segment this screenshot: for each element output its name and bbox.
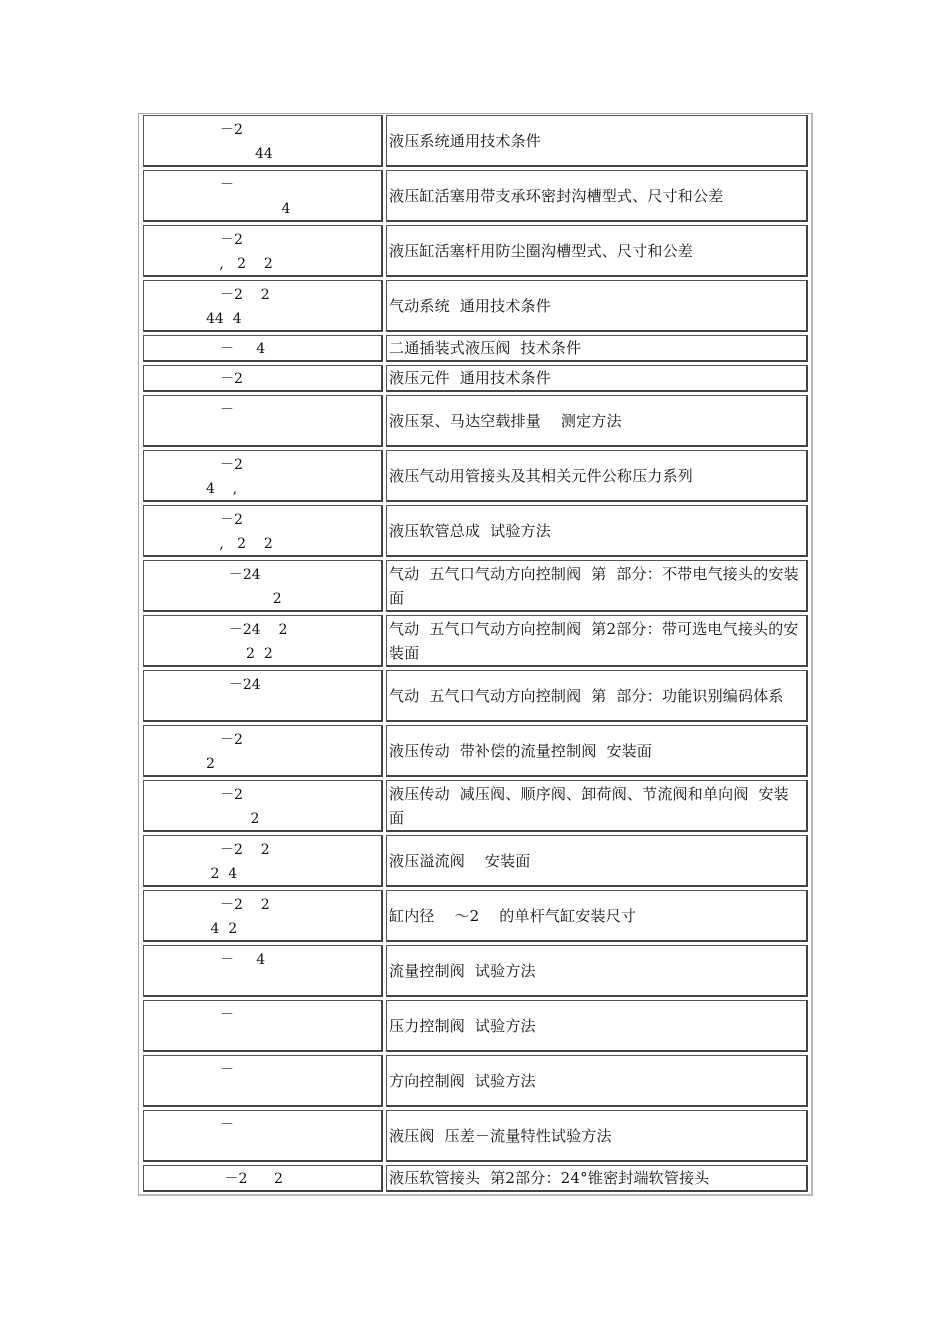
- standard-code-line: 2: [206, 591, 282, 607]
- standard-code-cell: [143, 1000, 383, 1052]
- table-row: [140, 170, 810, 222]
- standard-code-line: － 4: [220, 952, 266, 968]
- standard-code-line: －: [220, 1007, 234, 1023]
- table-row: [140, 560, 810, 612]
- standard-code-line: －2: [220, 122, 243, 138]
- standard-code-line: 4: [206, 201, 291, 217]
- table-row: [140, 335, 810, 362]
- standard-code-cell: [143, 450, 383, 502]
- standard-code-cell: [143, 505, 383, 557]
- standard-title-cell: 缸内径 ～2 的单杆气缸安装尺寸: [386, 890, 808, 942]
- standard-title-cell: 气动 五气口气动方向控制阀 第 部分：不带电气接头的安装面: [386, 560, 808, 612]
- standard-code-line: －2: [220, 232, 243, 248]
- table-row: [140, 1000, 810, 1052]
- table-row: [140, 365, 810, 392]
- standard-title-cell: 气动系统 通用技术条件: [386, 280, 808, 332]
- standard-title-cell: 压力控制阀 试验方法: [386, 1000, 808, 1052]
- table-row: [140, 835, 810, 887]
- standard-code-line: －2 2: [220, 897, 270, 913]
- standard-title-cell: 二通插装式液压阀 技术条件: [386, 335, 808, 362]
- table-row: [140, 1110, 810, 1162]
- standard-title-cell: 液压缸活塞杆用防尘圈沟槽型式、尺寸和公差: [386, 225, 808, 277]
- standard-title-cell: 液压传动 减压阀、顺序阀、卸荷阀、节流阀和单向阀 安装面: [386, 780, 808, 832]
- standard-title-cell: 液压软管总成 试验方法: [386, 505, 808, 557]
- standard-code-cell: [143, 780, 383, 832]
- standard-code-line: －2: [220, 512, 243, 528]
- standard-code-line: －: [220, 1062, 234, 1078]
- table-row: [140, 670, 810, 722]
- standard-code-cell: [143, 725, 383, 777]
- table-row: [140, 890, 810, 942]
- standard-code-line: 4 ,: [206, 481, 238, 497]
- table-row: [140, 1055, 810, 1107]
- standard-code-line: 2: [206, 811, 260, 827]
- standard-code-line: －2 2: [220, 287, 270, 303]
- standard-code-cell: [143, 670, 383, 722]
- standard-code-line: －2: [220, 787, 243, 803]
- standard-code-cell: [143, 890, 383, 942]
- standard-title-cell: 液压软管接头 第2部分：24°锥密封端软管接头: [386, 1165, 808, 1192]
- standard-code-cell: [143, 615, 383, 667]
- standard-title-cell: 方向控制阀 试验方法: [386, 1055, 808, 1107]
- table-row: [140, 780, 810, 832]
- standard-code-line: －24: [220, 567, 261, 583]
- standard-code-line: －2: [220, 371, 243, 387]
- standard-title-cell: 液压溢流阀 安装面: [386, 835, 808, 887]
- standard-code-cell: [143, 115, 383, 167]
- table-row: [140, 505, 810, 557]
- table-row: [140, 115, 810, 167]
- table-row: [140, 280, 810, 332]
- standards-table: [138, 113, 813, 1196]
- standard-code-line: 2 2: [206, 646, 273, 662]
- standard-code-line: －2: [220, 732, 243, 748]
- standard-code-line: 44: [206, 146, 273, 162]
- standard-code-line: －2: [220, 457, 243, 473]
- standard-code-line: －24 2: [220, 622, 288, 638]
- standard-code-line: －: [220, 402, 234, 418]
- standard-title-cell: 气动 五气口气动方向控制阀 第2部分：带可选电气接头的安装面: [386, 615, 808, 667]
- standard-code-cell: [143, 1165, 383, 1192]
- standard-code-cell: [143, 945, 383, 997]
- standard-code-cell: [143, 170, 383, 222]
- table-row: [140, 615, 810, 667]
- standard-code-line: , 2 2: [206, 536, 273, 552]
- standard-title-cell: 液压元件 通用技术条件: [386, 365, 808, 392]
- standard-title-cell: 液压传动 带补偿的流量控制阀 安装面: [386, 725, 808, 777]
- standard-code-line: , 2 2: [206, 256, 273, 272]
- standard-code-cell: [143, 225, 383, 277]
- standard-code-cell: [143, 395, 383, 447]
- standard-title-cell: 液压系统通用技术条件: [386, 115, 808, 167]
- standard-code-line: －2 2: [220, 842, 270, 858]
- standard-code-line: －2 2: [220, 1171, 283, 1187]
- standard-code-cell: [143, 365, 383, 392]
- standard-code-line: － 4: [220, 341, 266, 357]
- standard-code-cell: [143, 335, 383, 362]
- standard-code-line: 4 2: [206, 921, 238, 937]
- standard-code-line: －24: [220, 677, 261, 693]
- standard-title-cell: 气动 五气口气动方向控制阀 第 部分：功能识别编码体系: [386, 670, 808, 722]
- table-row: [140, 725, 810, 777]
- standard-code-cell: [143, 560, 383, 612]
- standard-title-cell: 液压缸活塞用带支承环密封沟槽型式、尺寸和公差: [386, 170, 808, 222]
- table-row: [140, 395, 810, 447]
- standard-code-cell: [143, 280, 383, 332]
- table-row: [140, 450, 810, 502]
- standard-code-line: －: [220, 177, 234, 193]
- standard-code-line: －: [220, 1117, 234, 1133]
- standard-code-line: 2: [206, 756, 215, 772]
- standard-code-line: 2 4: [206, 866, 238, 882]
- standard-code-cell: [143, 1110, 383, 1162]
- table-row: [140, 1165, 810, 1192]
- standard-code-cell: [143, 1055, 383, 1107]
- standard-title-cell: 液压阀 压差－流量特性试验方法: [386, 1110, 808, 1162]
- standard-title-cell: 液压泵、马达空载排量 测定方法: [386, 395, 808, 447]
- standard-code-line: 44 4: [206, 311, 242, 327]
- standard-code-cell: [143, 835, 383, 887]
- table-row: [140, 945, 810, 997]
- standard-title-cell: 流量控制阀 试验方法: [386, 945, 808, 997]
- table-row: [140, 225, 810, 277]
- standard-title-cell: 液压气动用管接头及其相关元件公称压力系列: [386, 450, 808, 502]
